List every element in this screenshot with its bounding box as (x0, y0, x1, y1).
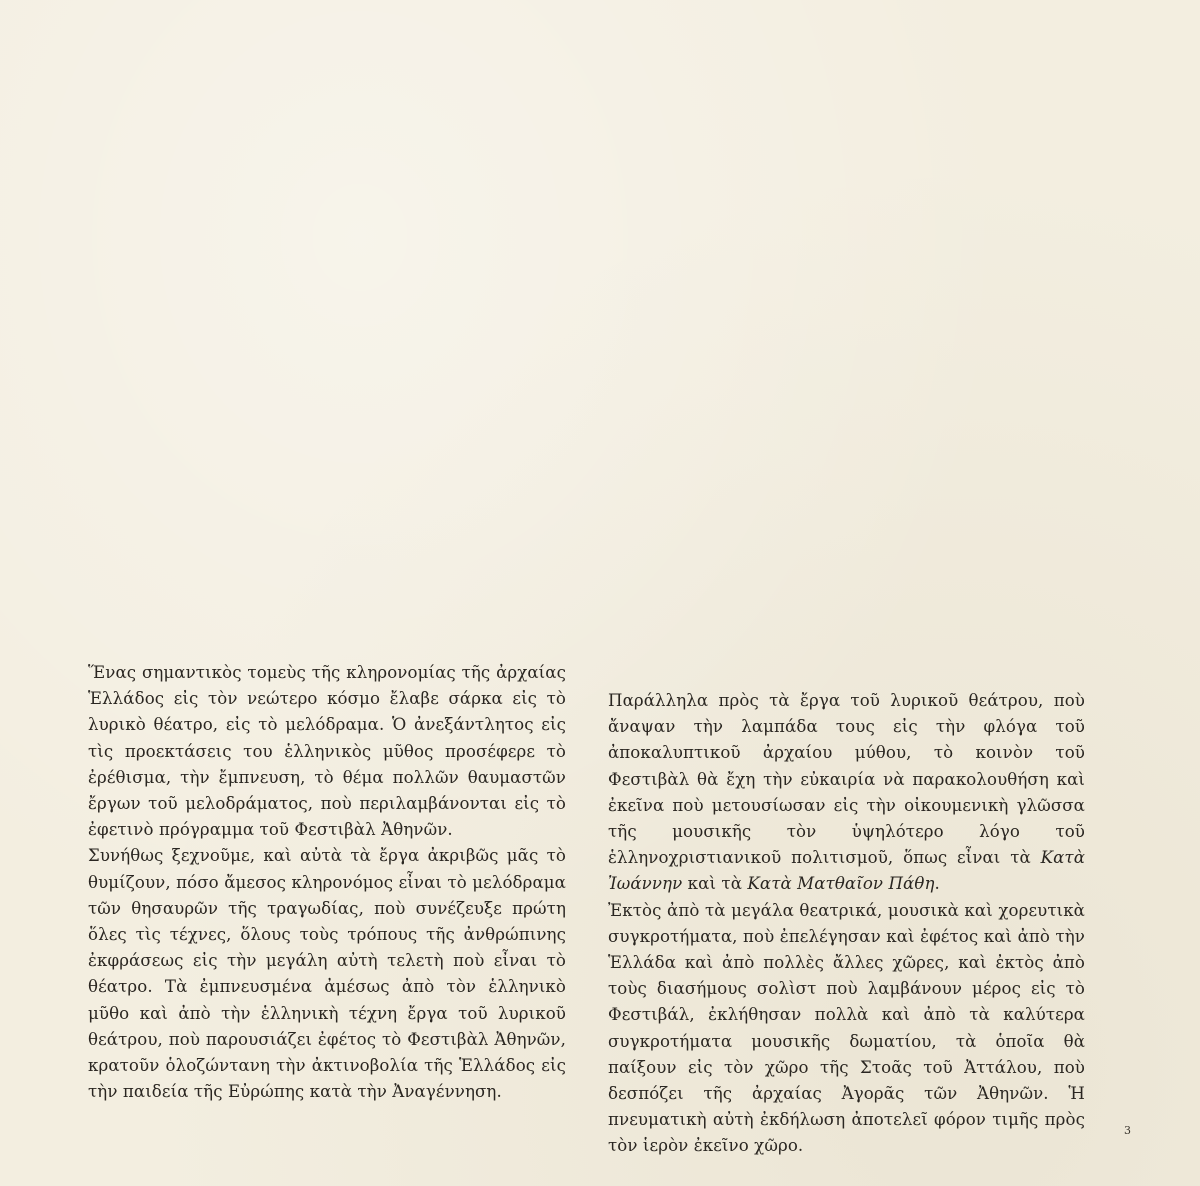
right-text-column (608, 688, 1085, 1160)
passions-join: καὶ τὰ (687, 874, 743, 894)
paragraph-passions (608, 688, 1085, 898)
title-john-passion: Κατὰ Ἰωάννην (608, 848, 1085, 894)
paragraph-chamber-music: Ἐκτὸς ἀπὸ τὰ μεγάλα θεατρικά, μουσικὰ καὶ χορευτικὰ συγκροτήματα, ποὺ ἐπελέγησαν καὶ ἐφέτος καὶ ἀπὸ τὴν Ἑλλάδα καὶ ἀπὸ πολλὲς ἄλλες χῶρες, καὶ ἐκτὸς ἀπὸ τοὺς διασήμους σολὶστ ποὺ λαμβάνουν μέρος εἰς τὸ Φεστιβάλ, ἐκλήθησαν πολλὰ καὶ ἀπὸ τὰ καλύτερα συγκροτήματα μουσικῆς δωματίου, τὰ ὁποῖα θὰ παίξουν εἰς τὸν χῶρο τῆς Στοᾶς τοῦ Ἀττάλου, ποὺ δεσπόζει τῆς ἀρχαίας Ἀγορᾶς τῶν Ἀθηνῶν. Ἡ πνευματικὴ αὐτὴ ἐκδήλωση ἀποτελεῖ φόρον τιμῆς πρὸς τὸν ἱερὸν ἐκεῖνο χῶρο. (608, 900, 1085, 1156)
title-matthew-passion: Κατὰ Ματθαῖον Πάθη (747, 874, 935, 894)
passions-text: Παράλληλα πρὸς τὰ ἔργα τοῦ λυρικοῦ θεάτρου, ποὺ ἄναψαν τὴν λαμπάδα τους εἰς τὴν φλόγα τοῦ ἀποκαλυπτικοῦ ἀρχαίου μύθου, τὸ κοινὸν τοῦ Φεστιβὰλ θὰ ἔχη τὴν εὐκαιρία νὰ παρακολουθήση καὶ ἐκεῖνα ποὺ μετουσίωσαν εἰς τὴν οἰκουμενικὴ γλῶσσα τῆς μουσικῆς τὸν ὑψηλότερο λόγο τοῦ ἑλληνοχριστιανικοῦ πολιτισμοῦ, ὅπως εἶναι τὰ (608, 691, 1085, 868)
left-text-column (88, 660, 566, 1105)
passions-end: . (934, 874, 940, 894)
page-number: 3 (1124, 1124, 1131, 1137)
paragraph-opera-heritage: Ἕνας σημαντικὸς τομεὺς τῆς κληρονομίας τῆς ἀρχαίας Ἑλλάδος εἰς τὸν νεώτερο κόσμο ἔλαβε σάρκα εἰς τὸ λυρικὸ θέατρο, εἰς τὸ μελόδραμα. Ὁ ἀνεξάντλητος εἰς τὶς προεκτάσεις του ἑλληνικὸς μῦθος προσέφερε τὸ ἐρέθισμα, τὴν ἔμπνευση, τὸ θέμα πολλῶν θαυμαστῶν ἔργων τοῦ μελοδράματος, ποὺ περιλαμβάνονται εἰς τὸ ἐφετινὸ πρόγραμμα τοῦ Φεστιβὰλ Ἀθηνῶν. (88, 663, 566, 840)
paragraph-tragedy-legacy: Συνήθως ξεχνοῦμε, καὶ αὐτὰ τὰ ἔργα ἀκριβῶς μᾶς τὸ θυμίζουν, πόσο ἄμεσος κληρονόμος εἶναι τὸ μελόδραμα τῶν θησαυρῶν τῆς τραγωδίας, ποὺ συνέζευξε πρώτη ὅλες τὶς τέχνες, ὅλους τοὺς τρόπους τῆς ἀνθρώπινης ἐκφράσεως εἰς τὴν μεγάλη αὐτὴ τελετὴ ποὺ εἶναι τὸ θέατρο. Τὰ ἐμπνευσμένα ἀμέσως ἀπὸ τὸν ἑλληνικὸ μῦθο καὶ ἀπὸ τὴν ἑλληνικὴ τέχνη ἔργα τοῦ λυρικοῦ θεάτρου, ποὺ παρουσιάζει ἐφέτος τὸ Φεστιβὰλ Ἀθηνῶν, κρατοῦν ὁλοζώντανη τὴν ἀκτινοβολία τῆς Ἑλλάδος εἰς τὴν παιδεία τῆς Εὐρώπης κατὰ τὴν Ἀναγέννηση. (88, 846, 566, 1102)
